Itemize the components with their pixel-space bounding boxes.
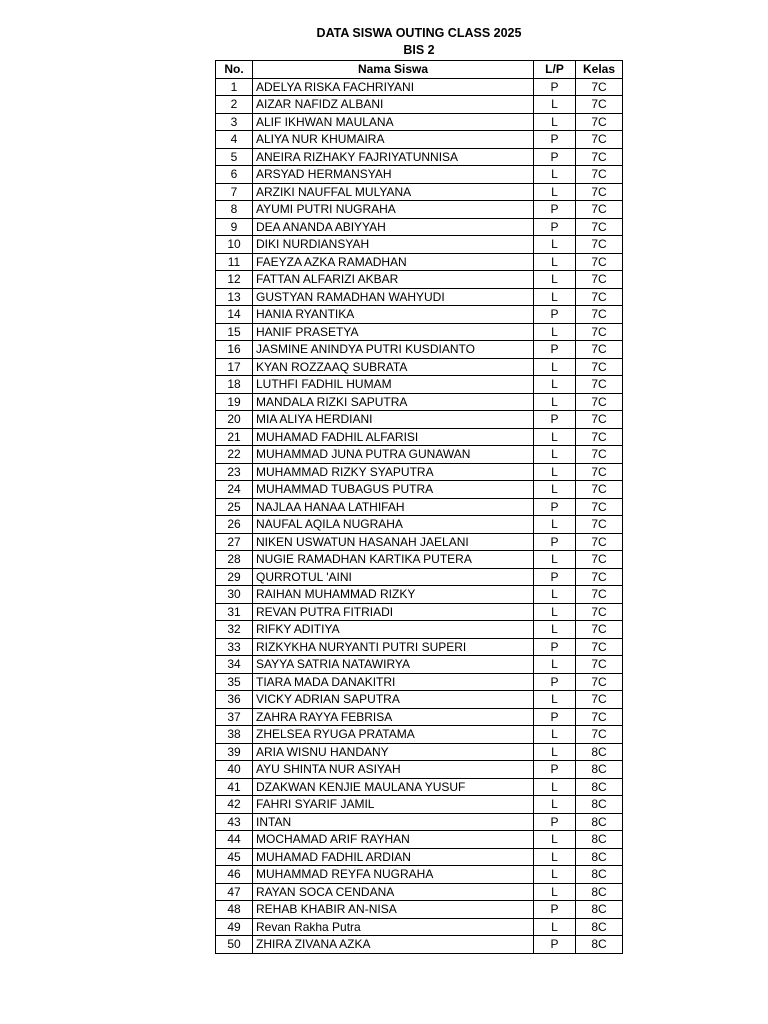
cell-no: 38 bbox=[216, 726, 253, 744]
header-class: Kelas bbox=[576, 61, 623, 79]
cell-no: 36 bbox=[216, 691, 253, 709]
cell-class: 8C bbox=[576, 848, 623, 866]
cell-class: 7C bbox=[576, 131, 623, 149]
cell-gender: L bbox=[534, 323, 576, 341]
table-row bbox=[216, 498, 623, 516]
cell-class: 8C bbox=[576, 901, 623, 919]
cell-name: ARZIKI NAUFFAL MULYANA bbox=[253, 183, 534, 201]
cell-class: 7C bbox=[576, 288, 623, 306]
cell-gender: P bbox=[534, 901, 576, 919]
table-row bbox=[216, 341, 623, 359]
cell-class: 8C bbox=[576, 831, 623, 849]
table-row bbox=[216, 796, 623, 814]
table-row bbox=[216, 883, 623, 901]
cell-name: ZHELSEA RYUGA PRATAMA bbox=[253, 726, 534, 744]
cell-no: 33 bbox=[216, 638, 253, 656]
cell-class: 7C bbox=[576, 428, 623, 446]
cell-class: 7C bbox=[576, 358, 623, 376]
cell-name: MIA ALIYA HERDIANI bbox=[253, 411, 534, 429]
cell-class: 7C bbox=[576, 271, 623, 289]
table-row bbox=[216, 533, 623, 551]
table-row bbox=[216, 253, 623, 271]
table-header-row bbox=[216, 61, 623, 79]
cell-name: DEA ANANDA ABIYYAH bbox=[253, 218, 534, 236]
cell-no: 20 bbox=[216, 411, 253, 429]
cell-gender: P bbox=[534, 813, 576, 831]
cell-no: 14 bbox=[216, 306, 253, 324]
cell-no: 26 bbox=[216, 516, 253, 534]
cell-class: 7C bbox=[576, 673, 623, 691]
cell-class: 8C bbox=[576, 883, 623, 901]
cell-no: 4 bbox=[216, 131, 253, 149]
cell-gender: L bbox=[534, 831, 576, 849]
cell-name: NAJLAA HANAA LATHIFAH bbox=[253, 498, 534, 516]
cell-class: 7C bbox=[576, 393, 623, 411]
table-row bbox=[216, 306, 623, 324]
header-gender: L/P bbox=[534, 61, 576, 79]
cell-no: 28 bbox=[216, 551, 253, 569]
cell-gender: L bbox=[534, 166, 576, 184]
cell-no: 1 bbox=[216, 78, 253, 96]
cell-name: VICKY ADRIAN SAPUTRA bbox=[253, 691, 534, 709]
cell-class: 7C bbox=[576, 498, 623, 516]
cell-gender: P bbox=[534, 673, 576, 691]
header-name: Nama Siswa bbox=[253, 61, 534, 79]
cell-class: 8C bbox=[576, 813, 623, 831]
cell-gender: L bbox=[534, 253, 576, 271]
cell-class: 7C bbox=[576, 253, 623, 271]
table-row bbox=[216, 673, 623, 691]
table-row bbox=[216, 201, 623, 219]
cell-no: 47 bbox=[216, 883, 253, 901]
cell-gender: P bbox=[534, 936, 576, 954]
cell-no: 46 bbox=[216, 866, 253, 884]
cell-name: MUHAMMAD TUBAGUS PUTRA bbox=[253, 481, 534, 499]
cell-name: ZAHRA RAYYA FEBRISA bbox=[253, 708, 534, 726]
cell-gender: L bbox=[534, 726, 576, 744]
cell-no: 29 bbox=[216, 568, 253, 586]
cell-no: 25 bbox=[216, 498, 253, 516]
cell-name: REHAB KHABIR AN-NISA bbox=[253, 901, 534, 919]
cell-gender: L bbox=[534, 691, 576, 709]
cell-no: 43 bbox=[216, 813, 253, 831]
table-row bbox=[216, 113, 623, 131]
table-row bbox=[216, 183, 623, 201]
cell-no: 22 bbox=[216, 446, 253, 464]
table-row bbox=[216, 848, 623, 866]
cell-no: 8 bbox=[216, 201, 253, 219]
cell-gender: L bbox=[534, 621, 576, 639]
cell-gender: L bbox=[534, 743, 576, 761]
table-row bbox=[216, 778, 623, 796]
cell-no: 21 bbox=[216, 428, 253, 446]
cell-name: TIARA MADA DANAKITRI bbox=[253, 673, 534, 691]
cell-no: 35 bbox=[216, 673, 253, 691]
cell-gender: L bbox=[534, 656, 576, 674]
table-row bbox=[216, 638, 623, 656]
cell-name: FATTAN ALFARIZI AKBAR bbox=[253, 271, 534, 289]
table-row bbox=[216, 463, 623, 481]
cell-name: AIZAR NAFIDZ ALBANI bbox=[253, 96, 534, 114]
cell-name: MOCHAMAD ARIF RAYHAN bbox=[253, 831, 534, 849]
cell-name: LUTHFI FADHIL HUMAM bbox=[253, 376, 534, 394]
cell-no: 23 bbox=[216, 463, 253, 481]
cell-gender: L bbox=[534, 393, 576, 411]
table-row bbox=[216, 551, 623, 569]
cell-no: 11 bbox=[216, 253, 253, 271]
cell-no: 7 bbox=[216, 183, 253, 201]
table-row bbox=[216, 288, 623, 306]
table-row bbox=[216, 621, 623, 639]
table-row bbox=[216, 656, 623, 674]
cell-name: FAEYZA AZKA RAMADHAN bbox=[253, 253, 534, 271]
document-title: DATA SISWA OUTING CLASS 2025 bbox=[316, 26, 522, 40]
cell-class: 7C bbox=[576, 481, 623, 499]
cell-no: 9 bbox=[216, 218, 253, 236]
cell-gender: L bbox=[534, 918, 576, 936]
cell-class: 7C bbox=[576, 376, 623, 394]
cell-class: 7C bbox=[576, 113, 623, 131]
cell-class: 8C bbox=[576, 743, 623, 761]
cell-no: 13 bbox=[216, 288, 253, 306]
cell-gender: L bbox=[534, 463, 576, 481]
table-row bbox=[216, 218, 623, 236]
cell-gender: L bbox=[534, 358, 576, 376]
cell-gender: L bbox=[534, 603, 576, 621]
cell-class: 7C bbox=[576, 603, 623, 621]
table-row bbox=[216, 516, 623, 534]
cell-no: 17 bbox=[216, 358, 253, 376]
cell-name: DZAKWAN KENJIE MAULANA YUSUF bbox=[253, 778, 534, 796]
cell-gender: L bbox=[534, 481, 576, 499]
cell-class: 7C bbox=[576, 323, 623, 341]
cell-gender: L bbox=[534, 428, 576, 446]
cell-no: 10 bbox=[216, 236, 253, 254]
cell-name: MANDALA RIZKI SAPUTRA bbox=[253, 393, 534, 411]
cell-name: ALIF IKHWAN MAULANA bbox=[253, 113, 534, 131]
cell-class: 7C bbox=[576, 516, 623, 534]
cell-no: 30 bbox=[216, 586, 253, 604]
cell-name: JASMINE ANINDYA PUTRI KUSDIANTO bbox=[253, 341, 534, 359]
cell-no: 39 bbox=[216, 743, 253, 761]
cell-class: 7C bbox=[576, 236, 623, 254]
cell-name: NUGIE RAMADHAN KARTIKA PUTERA bbox=[253, 551, 534, 569]
cell-class: 7C bbox=[576, 148, 623, 166]
cell-name: ADELYA RISKA FACHRIYANI bbox=[253, 78, 534, 96]
cell-no: 15 bbox=[216, 323, 253, 341]
cell-name: SAYYA SATRIA NATAWIRYA bbox=[253, 656, 534, 674]
table-row bbox=[216, 603, 623, 621]
header-no: No. bbox=[216, 61, 253, 79]
cell-class: 7C bbox=[576, 533, 623, 551]
cell-gender: P bbox=[534, 201, 576, 219]
table-row bbox=[216, 761, 623, 779]
table-row bbox=[216, 831, 623, 849]
table-row bbox=[216, 428, 623, 446]
cell-gender: L bbox=[534, 271, 576, 289]
cell-name: AYU SHINTA NUR ASIYAH bbox=[253, 761, 534, 779]
table-row bbox=[216, 358, 623, 376]
cell-no: 27 bbox=[216, 533, 253, 551]
cell-no: 16 bbox=[216, 341, 253, 359]
table-row bbox=[216, 586, 623, 604]
cell-no: 49 bbox=[216, 918, 253, 936]
table-row bbox=[216, 866, 623, 884]
cell-no: 6 bbox=[216, 166, 253, 184]
cell-gender: L bbox=[534, 236, 576, 254]
table-row bbox=[216, 446, 623, 464]
table-row bbox=[216, 271, 623, 289]
cell-gender: L bbox=[534, 516, 576, 534]
cell-class: 8C bbox=[576, 918, 623, 936]
cell-name: FAHRI SYARIF JAMIL bbox=[253, 796, 534, 814]
cell-name: INTAN bbox=[253, 813, 534, 831]
cell-no: 34 bbox=[216, 656, 253, 674]
table-body bbox=[216, 78, 623, 953]
cell-no: 48 bbox=[216, 901, 253, 919]
cell-class: 7C bbox=[576, 621, 623, 639]
cell-class: 7C bbox=[576, 638, 623, 656]
cell-name: KYAN ROZZAAQ SUBRATA bbox=[253, 358, 534, 376]
cell-gender: P bbox=[534, 498, 576, 516]
cell-name: Revan Rakha Putra bbox=[253, 918, 534, 936]
cell-gender: L bbox=[534, 183, 576, 201]
table-row bbox=[216, 323, 623, 341]
cell-class: 7C bbox=[576, 96, 623, 114]
cell-class: 7C bbox=[576, 306, 623, 324]
cell-name: NAUFAL AQILA NUGRAHA bbox=[253, 516, 534, 534]
cell-gender: P bbox=[534, 761, 576, 779]
cell-class: 8C bbox=[576, 761, 623, 779]
cell-gender: P bbox=[534, 148, 576, 166]
cell-no: 45 bbox=[216, 848, 253, 866]
cell-class: 7C bbox=[576, 568, 623, 586]
cell-no: 41 bbox=[216, 778, 253, 796]
cell-name: HANIF PRASETYA bbox=[253, 323, 534, 341]
cell-no: 2 bbox=[216, 96, 253, 114]
cell-name: MUHAMMAD REYFA NUGRAHA bbox=[253, 866, 534, 884]
cell-name: QURROTUL 'AINI bbox=[253, 568, 534, 586]
table-row bbox=[216, 743, 623, 761]
cell-gender: L bbox=[534, 446, 576, 464]
cell-class: 7C bbox=[576, 341, 623, 359]
cell-no: 18 bbox=[216, 376, 253, 394]
table-row bbox=[216, 691, 623, 709]
cell-gender: L bbox=[534, 586, 576, 604]
table-row bbox=[216, 166, 623, 184]
cell-gender: P bbox=[534, 218, 576, 236]
cell-class: 8C bbox=[576, 866, 623, 884]
cell-no: 5 bbox=[216, 148, 253, 166]
cell-class: 7C bbox=[576, 708, 623, 726]
cell-name: HANIA RYANTIKA bbox=[253, 306, 534, 324]
cell-class: 7C bbox=[576, 463, 623, 481]
cell-name: ARSYAD HERMANSYAH bbox=[253, 166, 534, 184]
cell-class: 7C bbox=[576, 656, 623, 674]
cell-class: 8C bbox=[576, 796, 623, 814]
cell-gender: L bbox=[534, 866, 576, 884]
cell-no: 24 bbox=[216, 481, 253, 499]
cell-name: RIFKY ADITIYA bbox=[253, 621, 534, 639]
cell-class: 7C bbox=[576, 218, 623, 236]
cell-no: 50 bbox=[216, 936, 253, 954]
table-row bbox=[216, 901, 623, 919]
table-row bbox=[216, 411, 623, 429]
cell-name: REVAN PUTRA FITRIADI bbox=[253, 603, 534, 621]
cell-no: 32 bbox=[216, 621, 253, 639]
table-row bbox=[216, 708, 623, 726]
cell-gender: L bbox=[534, 883, 576, 901]
cell-class: 8C bbox=[576, 778, 623, 796]
cell-class: 7C bbox=[576, 411, 623, 429]
cell-class: 7C bbox=[576, 691, 623, 709]
cell-gender: P bbox=[534, 708, 576, 726]
cell-class: 7C bbox=[576, 586, 623, 604]
table-row bbox=[216, 393, 623, 411]
cell-no: 37 bbox=[216, 708, 253, 726]
cell-gender: L bbox=[534, 96, 576, 114]
table-row bbox=[216, 726, 623, 744]
cell-name: ZHIRA ZIVANA AZKA bbox=[253, 936, 534, 954]
cell-name: NIKEN USWATUN HASANAH JAELANI bbox=[253, 533, 534, 551]
table-row bbox=[216, 131, 623, 149]
cell-gender: L bbox=[534, 288, 576, 306]
cell-name: MUHAMMAD JUNA PUTRA GUNAWAN bbox=[253, 446, 534, 464]
table-row bbox=[216, 376, 623, 394]
cell-gender: P bbox=[534, 78, 576, 96]
cell-gender: P bbox=[534, 306, 576, 324]
cell-gender: P bbox=[534, 411, 576, 429]
cell-gender: L bbox=[534, 848, 576, 866]
cell-name: MUHAMAD FADHIL ARDIAN bbox=[253, 848, 534, 866]
cell-no: 19 bbox=[216, 393, 253, 411]
cell-gender: L bbox=[534, 551, 576, 569]
cell-no: 12 bbox=[216, 271, 253, 289]
cell-name: ANEIRA RIZHAKY FAJRIYATUNNISA bbox=[253, 148, 534, 166]
table-row bbox=[216, 78, 623, 96]
cell-name: ARIA WISNU HANDANY bbox=[253, 743, 534, 761]
cell-name: MUHAMAD FADHIL ALFARISI bbox=[253, 428, 534, 446]
table-row bbox=[216, 96, 623, 114]
table-row bbox=[216, 568, 623, 586]
cell-name: RIZKYKHA NURYANTI PUTRI SUPERI bbox=[253, 638, 534, 656]
cell-class: 7C bbox=[576, 726, 623, 744]
cell-name: ALIYA NUR KHUMAIRA bbox=[253, 131, 534, 149]
cell-class: 7C bbox=[576, 551, 623, 569]
cell-class: 7C bbox=[576, 166, 623, 184]
cell-no: 40 bbox=[216, 761, 253, 779]
cell-class: 7C bbox=[576, 183, 623, 201]
table-row bbox=[216, 236, 623, 254]
table-row bbox=[216, 813, 623, 831]
table-row bbox=[216, 918, 623, 936]
table-row bbox=[216, 148, 623, 166]
cell-gender: L bbox=[534, 796, 576, 814]
cell-no: 44 bbox=[216, 831, 253, 849]
cell-gender: P bbox=[534, 638, 576, 656]
cell-class: 7C bbox=[576, 201, 623, 219]
student-table bbox=[215, 60, 623, 954]
table-row bbox=[216, 936, 623, 954]
cell-class: 7C bbox=[576, 78, 623, 96]
cell-name: MUHAMMAD RIZKY SYAPUTRA bbox=[253, 463, 534, 481]
cell-name: DIKI NURDIANSYAH bbox=[253, 236, 534, 254]
cell-name: GUSTYAN RAMADHAN WAHYUDI bbox=[253, 288, 534, 306]
cell-gender: L bbox=[534, 778, 576, 796]
cell-name: AYUMI PUTRI NUGRAHA bbox=[253, 201, 534, 219]
cell-gender: P bbox=[534, 568, 576, 586]
cell-no: 31 bbox=[216, 603, 253, 621]
cell-class: 8C bbox=[576, 936, 623, 954]
table-row bbox=[216, 481, 623, 499]
cell-name: RAIHAN MUHAMMAD RIZKY bbox=[253, 586, 534, 604]
cell-gender: L bbox=[534, 113, 576, 131]
cell-class: 7C bbox=[576, 446, 623, 464]
cell-name: RAYAN SOCA CENDANA bbox=[253, 883, 534, 901]
cell-gender: P bbox=[534, 533, 576, 551]
cell-gender: P bbox=[534, 131, 576, 149]
cell-no: 42 bbox=[216, 796, 253, 814]
cell-gender: P bbox=[534, 341, 576, 359]
cell-no: 3 bbox=[216, 113, 253, 131]
cell-gender: L bbox=[534, 376, 576, 394]
document-subtitle: BIS 2 bbox=[403, 43, 435, 57]
